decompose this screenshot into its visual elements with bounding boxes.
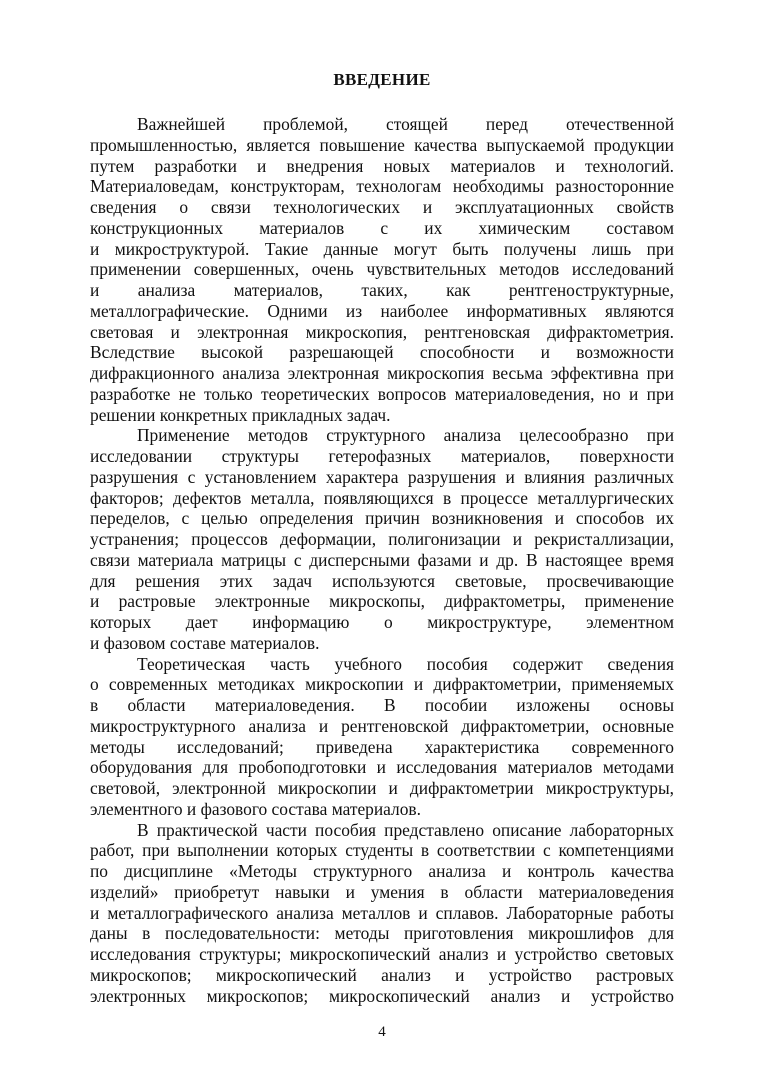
text-line: о современных методиках микроскопии и дифрактометрии, применяемых bbox=[90, 674, 674, 695]
text-line: световой, электронной микроскопии и дифрактометрии микроструктуры, bbox=[90, 778, 674, 798]
text-line: сведения о связи технологических и эксплуатационных свойств bbox=[90, 197, 674, 217]
text-line: факторов; дефектов металла, появляющихся в процессе металлургических bbox=[90, 487, 674, 508]
paragraph bbox=[90, 425, 674, 653]
text-line: разрушения с установлением характера разрушения и влияния различных bbox=[90, 466, 674, 487]
text-line: и фазовом составе материалов. bbox=[90, 632, 320, 653]
text-line: Вследствие высокой разрешающей способности и возможности bbox=[90, 342, 674, 363]
text-line: по дисциплине «Методы структурного анализа и контроль качества bbox=[90, 861, 674, 881]
text-line: в области материаловедения. В пособии изложены основы bbox=[90, 695, 674, 715]
paragraph bbox=[90, 820, 674, 1007]
text-line: исследовании структуры гетерофазных материалов, поверхности bbox=[90, 446, 674, 466]
text-line: и растровые электронные микроскопы, дифрактометры, применение bbox=[90, 591, 674, 612]
text-line: даны в последовательности: методы приготовления микрошлифов для bbox=[90, 923, 674, 944]
text-line: исследования структуры; микроскопический анализ и устройство световых bbox=[90, 944, 674, 964]
text-line: Теоретическая часть учебного пособия содержит сведения bbox=[137, 653, 674, 674]
text-line: Важнейшей проблемой, стоящей перед отечественной bbox=[137, 114, 674, 134]
text-line: металлографические. Одними из наиболее информативных являются bbox=[90, 300, 674, 321]
text-line: для решения этих задач используются световые, просвечивающие bbox=[90, 570, 674, 591]
text-line: работ, при выполнении которых студенты в соответствии с компетенциями bbox=[90, 840, 674, 861]
text-line: оборудования для пробоподготовки и исследования материалов методами bbox=[90, 757, 674, 778]
page-number: 4 bbox=[378, 1024, 386, 1040]
text-line: методы исследований; приведена характеристика современного bbox=[90, 736, 674, 757]
text-line: конструкционных материалов с их химическим составом bbox=[90, 217, 674, 238]
text-line: дифракционного анализа электронная микроскопия весьма эффективна при bbox=[90, 363, 674, 383]
page-title: ВВЕДЕНИЕ bbox=[333, 70, 431, 89]
text-line: и металлографического анализа металлов и сплавов. Лабораторные работы bbox=[90, 902, 674, 923]
text-line: микроскопов; микроскопический анализ и устройство растровых bbox=[90, 964, 674, 985]
text-line: применении совершенных, очень чувствительных методов исследований bbox=[90, 259, 674, 280]
text-line: которых дает информацию о микроструктуре, элементном bbox=[90, 612, 674, 632]
text-line: разработке не только теоретических вопросов материаловедения, но и при bbox=[90, 383, 674, 404]
text-line: и микроструктурой. Такие данные могут быть получены лишь при bbox=[90, 238, 674, 259]
paragraph bbox=[90, 654, 674, 820]
text-line: Материаловедам, конструкторам, технологам необходимы разносторонние bbox=[90, 176, 674, 197]
text-line: промышленностью, является повышение качества выпускаемой продукции bbox=[90, 134, 674, 155]
paragraph bbox=[90, 114, 674, 425]
text-line: переделов, с целью определения причин возникновения и способов их bbox=[90, 508, 674, 529]
text-line: связи материала матрицы с дисперсными фазами и др. В настоящее время bbox=[90, 549, 674, 570]
text-line: световая и электронная микроскопия, рентгеновская дифрактометрия. bbox=[90, 321, 674, 342]
text-line: решении конкретных прикладных задач. bbox=[90, 404, 391, 425]
text-line: устранения; процессов деформации, полигонизации и рекристаллизации, bbox=[90, 529, 674, 549]
text-line: элементного и фазового состава материалов. bbox=[90, 798, 421, 819]
text-line: изделий» приобретут навыки и умения в области материаловедения bbox=[90, 881, 674, 902]
text-line: электронных микроскопов; микроскопический анализ и устройство bbox=[90, 985, 674, 1006]
text-line: В практической части пособия представлено описание лабораторных bbox=[137, 819, 674, 840]
text-line: и анализа материалов, таких, как рентгеноструктурные, bbox=[90, 280, 674, 300]
text-line: путем разработки и внедрения новых материалов и технологий. bbox=[90, 155, 674, 176]
text-line: Применение методов структурного анализа целесообразно при bbox=[137, 425, 674, 446]
body-text bbox=[90, 114, 674, 1006]
text-line: микроструктурного анализа и рентгеновской дифрактометрии, основные bbox=[90, 715, 674, 736]
